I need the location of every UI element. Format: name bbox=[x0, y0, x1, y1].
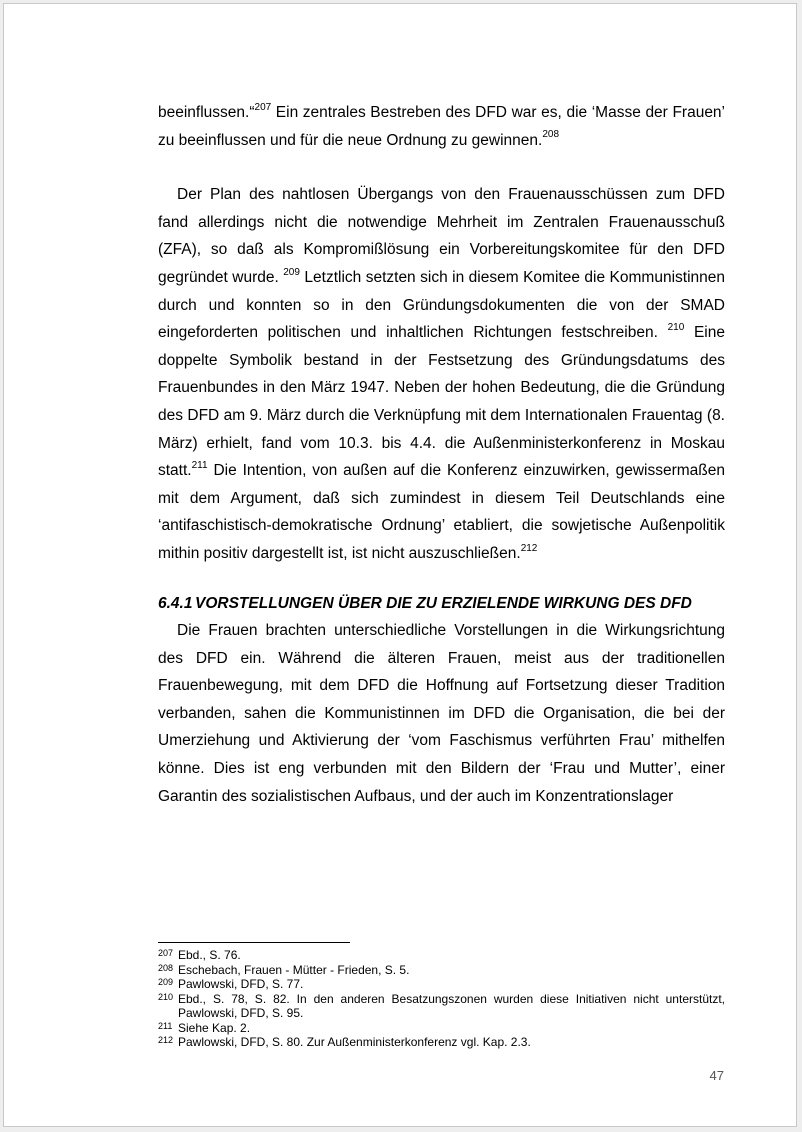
footnote-number: 210 bbox=[158, 991, 174, 1002]
body-text bbox=[158, 99, 725, 810]
text-run: Letztlich setzten sich in diesem Komitee die Kommunistinnen durch und konnten so in den Gründungsdokumenten die von der SMAD eingeforderten politischen und inhaltlichen Richtungen festschreiben. bbox=[158, 268, 725, 342]
footnote-number: 211 bbox=[158, 1020, 173, 1031]
footnote-text: Siehe Kap. 2. bbox=[178, 1020, 251, 1035]
document-page bbox=[3, 3, 797, 1127]
footnote-207 bbox=[158, 948, 725, 963]
footnote-ref-212[interactable]: 212 bbox=[520, 542, 538, 554]
footnote-210 bbox=[158, 992, 725, 1021]
section-title: VORSTELLUNGEN ÜBER DIE ZU ERZIELENDE WIRKUNG DES DFD bbox=[195, 594, 692, 612]
footnote-number: 212 bbox=[158, 1035, 174, 1045]
paragraph-1 bbox=[158, 99, 725, 154]
page-number: 47 bbox=[709, 1068, 724, 1083]
footnote-ref-207[interactable]: 207 bbox=[254, 101, 272, 113]
footnote-number: 207 bbox=[158, 948, 174, 958]
footnote-text: Ebd., S. 78, S. 82. In den anderen Besatzungszonen wurden diese Initiativen nicht unterstützt, Pawlowski, DFD, S. 95. bbox=[178, 991, 725, 1020]
footnote-212 bbox=[158, 1035, 725, 1050]
footnote-text: Ebd., S. 76. bbox=[178, 948, 241, 962]
footnote-text: Pawlowski, DFD, S. 77. bbox=[178, 977, 304, 991]
text-run: Eine doppelte Symbolik bestand in der Festsetzung des Gründungsdatums des Frauenbundes in den März 1947. Neben der hohen Bedeutung, die die Gründung des DFD am 9. März durch die Verknüpfung mit dem Internationalen Frauentag (8. März) erhielt, fand vom 10.3. bis 4.4. die Außenministerkonferenz in Moskau statt. bbox=[158, 324, 725, 480]
footnote-ref-209[interactable]: 209 bbox=[283, 266, 300, 278]
footnote-208 bbox=[158, 963, 725, 978]
footnote-text: Eschebach, Frauen - Mütter - Frieden, S. 5. bbox=[178, 962, 410, 977]
footnote-209 bbox=[158, 977, 725, 992]
footnote-ref-210[interactable]: 210 bbox=[667, 322, 685, 333]
section-number: 6.4.1 bbox=[158, 594, 193, 612]
footnote-separator bbox=[158, 942, 350, 943]
section-heading bbox=[158, 590, 725, 618]
footnote-ref-208[interactable]: 208 bbox=[542, 129, 560, 141]
paragraph-3: Die Frauen brachten unterschiedliche Vorstellungen in die Wirkungsrichtung des DFD ein. Während die älteren Frauen, meist aus der traditionellen Frauenbewegung, mit dem DFD die Hoffnung auf Fortsetzung dieser Tradition verbanden, sahen die Kommunistinnen im DFD die Organisation, die bei der Umerziehung und Aktivierung der ‘vom Faschismus verführten Frau’ mithelfen könne. Dies ist eng verbunden mit den Bildern der ‘Frau und Mutter’, einer Garantin des sozialistischen Aufbaus, und der auch im Konzentrationslager bbox=[158, 622, 725, 805]
footnote-text: Pawlowski, DFD, S. 80. Zur Außenministerkonferenz vgl. Kap. 2.3. bbox=[178, 1035, 531, 1049]
text-run: beeinflussen.“ bbox=[158, 104, 255, 121]
text-run: Die Intention, von außen auf die Konferenz einzuwirken, gewissermaßen mit dem Argument, daß sich zumindest in diesem Teil Deutschlands eine ‘antifaschistisch-demokratische Ordnung’ etabliert, die sowjetische Außenpolitik mithin positiv dargestellt ist, ist nicht auszuschließen. bbox=[158, 462, 725, 562]
text-run: Der Plan des nahtlosen Übergangs von den Frauenausschüssen zum DFD fand allerdings nicht die notwendige Mehrheit im Zentralen Frauenausschuß (ZFA), so daß als Kompromißlösung ein Vorbereitungskomitee für den DFD gegründet wurde. bbox=[158, 186, 725, 286]
text-run: Ein zentrales Bestreben des DFD war es, die ‘Masse der Frauen’ zu beeinflussen und für die neue Ordnung zu gewinnen. bbox=[158, 104, 725, 149]
footnote-211 bbox=[158, 1021, 725, 1036]
footnote-ref-211[interactable]: 211 bbox=[191, 459, 208, 471]
footnote-number: 209 bbox=[158, 977, 174, 987]
footnotes bbox=[158, 948, 725, 1050]
paragraph-2 bbox=[158, 181, 725, 567]
footnote-number: 208 bbox=[158, 962, 174, 973]
